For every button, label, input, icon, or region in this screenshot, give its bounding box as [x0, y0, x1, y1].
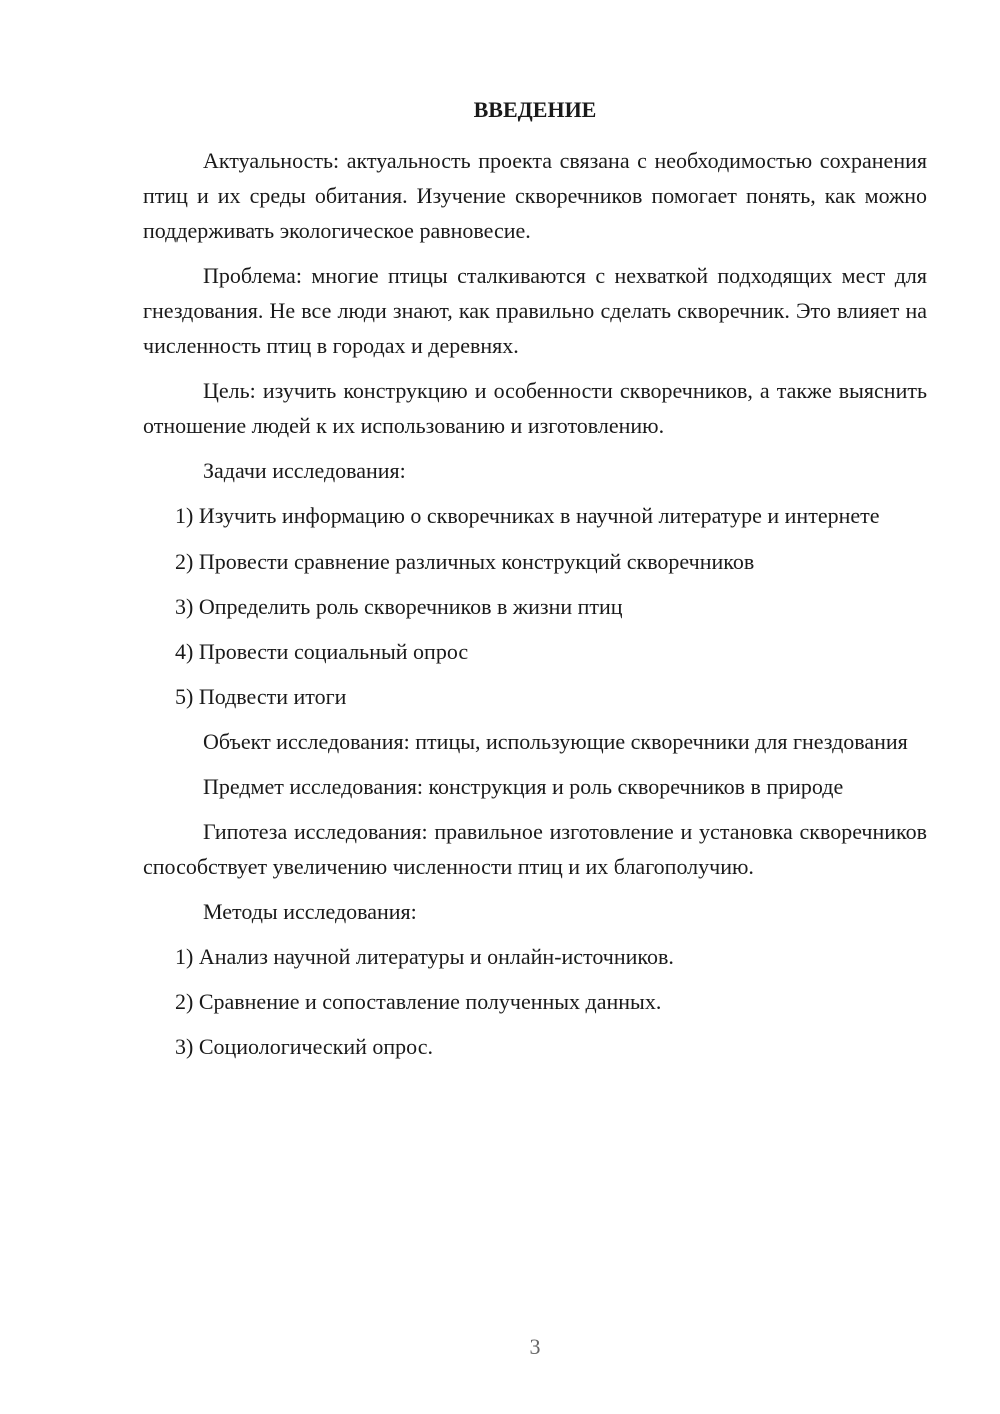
subject-paragraph: Предмет исследования: конструкция и роль скворечников в природе	[203, 774, 844, 799]
methods-heading: Методы исследования:	[203, 899, 417, 924]
list-item: 3) Определить роль скворечников в жизни птиц	[175, 594, 623, 619]
list-item: 2) Провести сравнение различных конструкций скворечников	[175, 549, 755, 574]
list-item: 2) Сравнение и сопоставление полученных данных.	[175, 989, 662, 1014]
list-item: 1) Анализ научной литературы и онлайн-источников.	[175, 944, 674, 969]
list-item: 4) Провести социальный опрос	[175, 639, 469, 664]
page-number: 3	[529, 1334, 541, 1359]
methods-list	[143, 939, 927, 1064]
tasks-heading: Задачи исследования:	[203, 458, 406, 483]
goal-paragraph: Цель: изучить конструкцию и особенности скворечников, а также выяснить отношение людей к их использованию и изготовлению.	[143, 378, 927, 438]
page-title: ВВЕДЕНИЕ	[473, 97, 597, 122]
problem-paragraph: Проблема: многие птицы сталкиваются с нехваткой подходящих мест для гнездования. Не все люди знают, как правильно сделать скворечник. Это влияет на численность птиц в городах и деревнях.	[143, 263, 927, 358]
hypothesis-paragraph: Гипотеза исследования: правильное изготовление и установка скворечников способствует увеличению численности птиц и их благополучию.	[143, 819, 927, 879]
relevance-paragraph: Актуальность: актуальность проекта связана с необходимостью сохранения птиц и их среды обитания. Изучение скворечников помогает понять, как можно поддерживать экологическое равновесие.	[143, 148, 927, 243]
list-item: 1) Изучить информацию о скворечниках в научной литературе и интернете	[175, 503, 880, 528]
list-item: 5) Подвести итоги	[175, 684, 347, 709]
object-paragraph: Объект исследования: птицы, использующие скворечники для гнездования	[203, 729, 908, 754]
tasks-list	[143, 498, 927, 714]
list-item: 3) Социологический опрос.	[175, 1034, 433, 1059]
page-content	[143, 95, 927, 1074]
